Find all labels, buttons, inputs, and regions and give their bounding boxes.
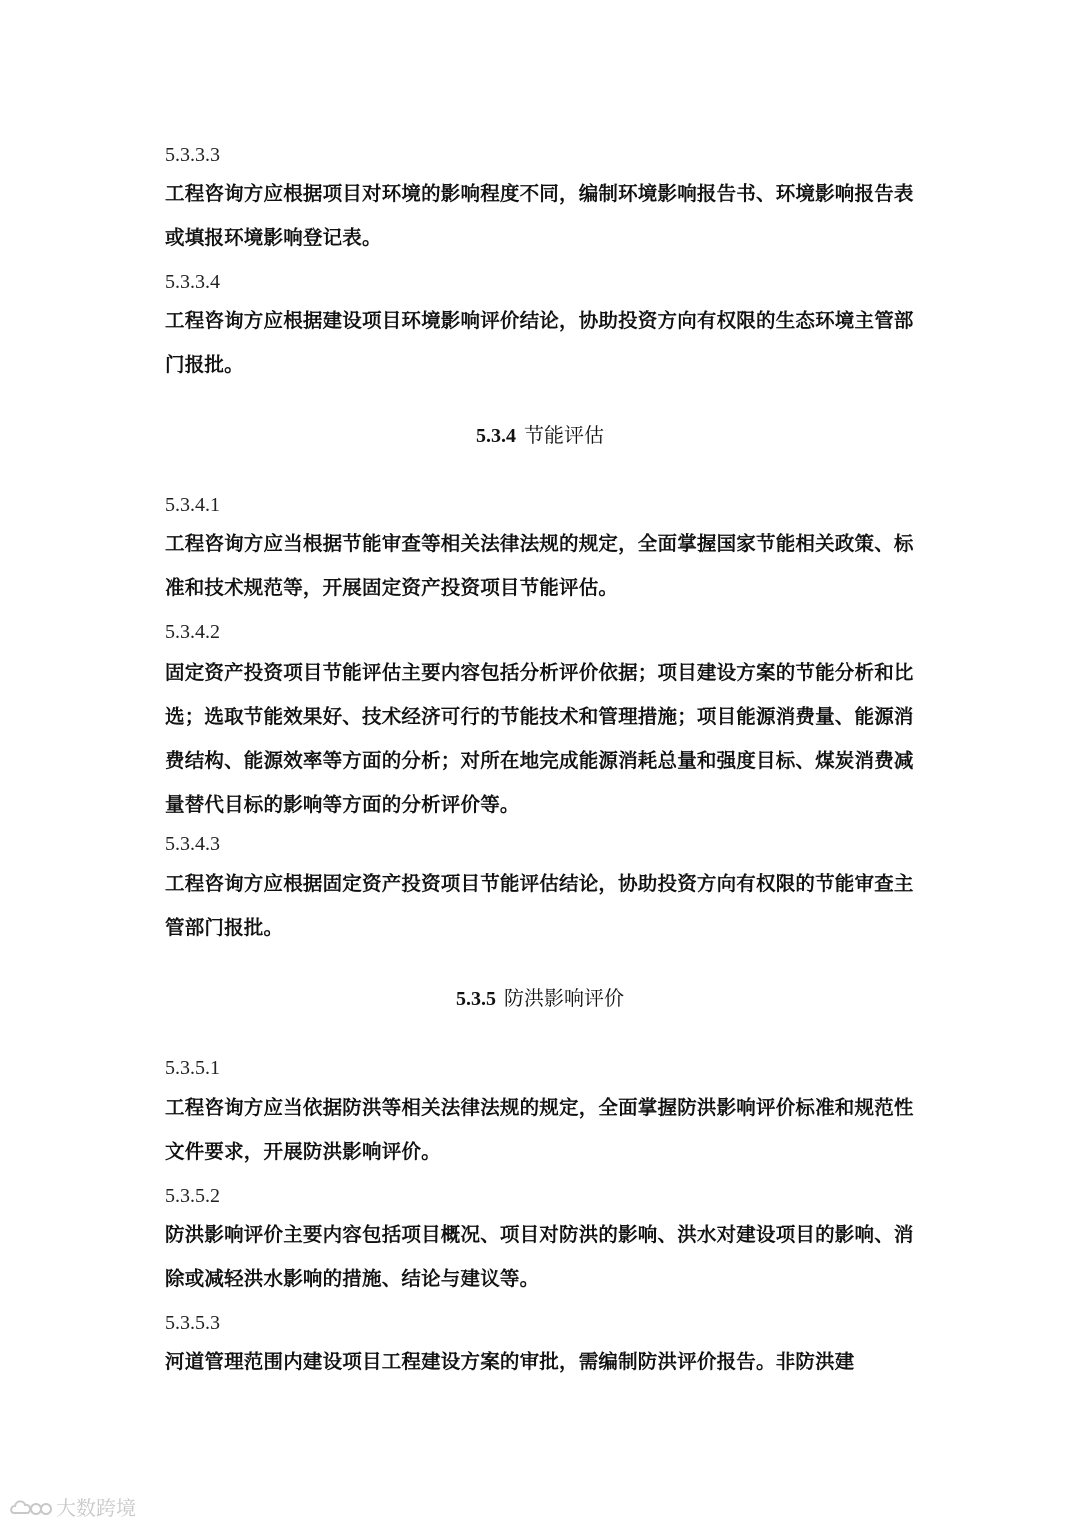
watermark (8, 1492, 136, 1521)
clause-text: 工程咨询方应根据建设项目环境影响评价结论，协助投资方向有权限的生态环境主管部门报批。 (165, 309, 914, 376)
clause-number: 5.3.4.1 (165, 494, 220, 516)
cloud-logo-icon (8, 1495, 52, 1519)
clause-text: 工程咨询方应根据项目对环境的影响程度不同，编制环境影响报告书、环境影响报告表或填报环境影响登记表。 (165, 182, 914, 249)
watermark-text: 大数跨境 (56, 1496, 136, 1520)
clause-text: 工程咨询方应根据固定资产投资项目节能评估结论，协助投资方向有权限的节能审查主管部门报批。 (165, 872, 914, 939)
section-title: 节能评估 (524, 423, 604, 447)
clause-number: 5.3.5.2 (165, 1185, 220, 1207)
section-number: 5.3.4 (476, 425, 516, 447)
clause-text: 固定资产投资项目节能评估主要内容包括分析评价依据；项目建设方案的节能分析和比选；选取节能效果好、技术经济可行的节能技术和管理措施；项目能源消费量、能源消费结构、能源效率等方面的分析；对所在地完成能源消耗总量和强度目标、煤炭消费减量替代目标的影响等方面的分析评价等。 (165, 661, 914, 816)
clause-text: 防洪影响评价主要内容包括项目概况、项目对防洪的影响、洪水对建设项目的影响、消除或减轻洪水影响的措施、结论与建议等。 (165, 1223, 914, 1290)
section-title: 防洪影响评价 (504, 986, 624, 1010)
section-heading (0, 984, 1080, 1013)
clause-number: 5.3.4.2 (165, 621, 220, 643)
clause-number: 5.3.5.3 (165, 1312, 220, 1334)
clause-number: 5.3.4.3 (165, 833, 220, 855)
clause-text: 工程咨询方应当根据节能审查等相关法律法规的规定，全面掌握国家节能相关政策、标准和技术规范等，开展固定资产投资项目节能评估。 (165, 532, 914, 599)
clause-number: 5.3.5.1 (165, 1057, 220, 1079)
section-heading (0, 421, 1080, 450)
clause-number: 5.3.3.3 (165, 144, 220, 166)
clause-text: 工程咨询方应当依据防洪等相关法律法规的规定，全面掌握防洪影响评价标准和规范性文件要求，开展防洪影响评价。 (165, 1096, 914, 1163)
section-number: 5.3.5 (456, 988, 496, 1010)
clause-text: 河道管理范围内建设项目工程建设方案的审批，需编制防洪评价报告。非防洪建 (165, 1350, 855, 1373)
clause-number: 5.3.3.4 (165, 271, 220, 293)
